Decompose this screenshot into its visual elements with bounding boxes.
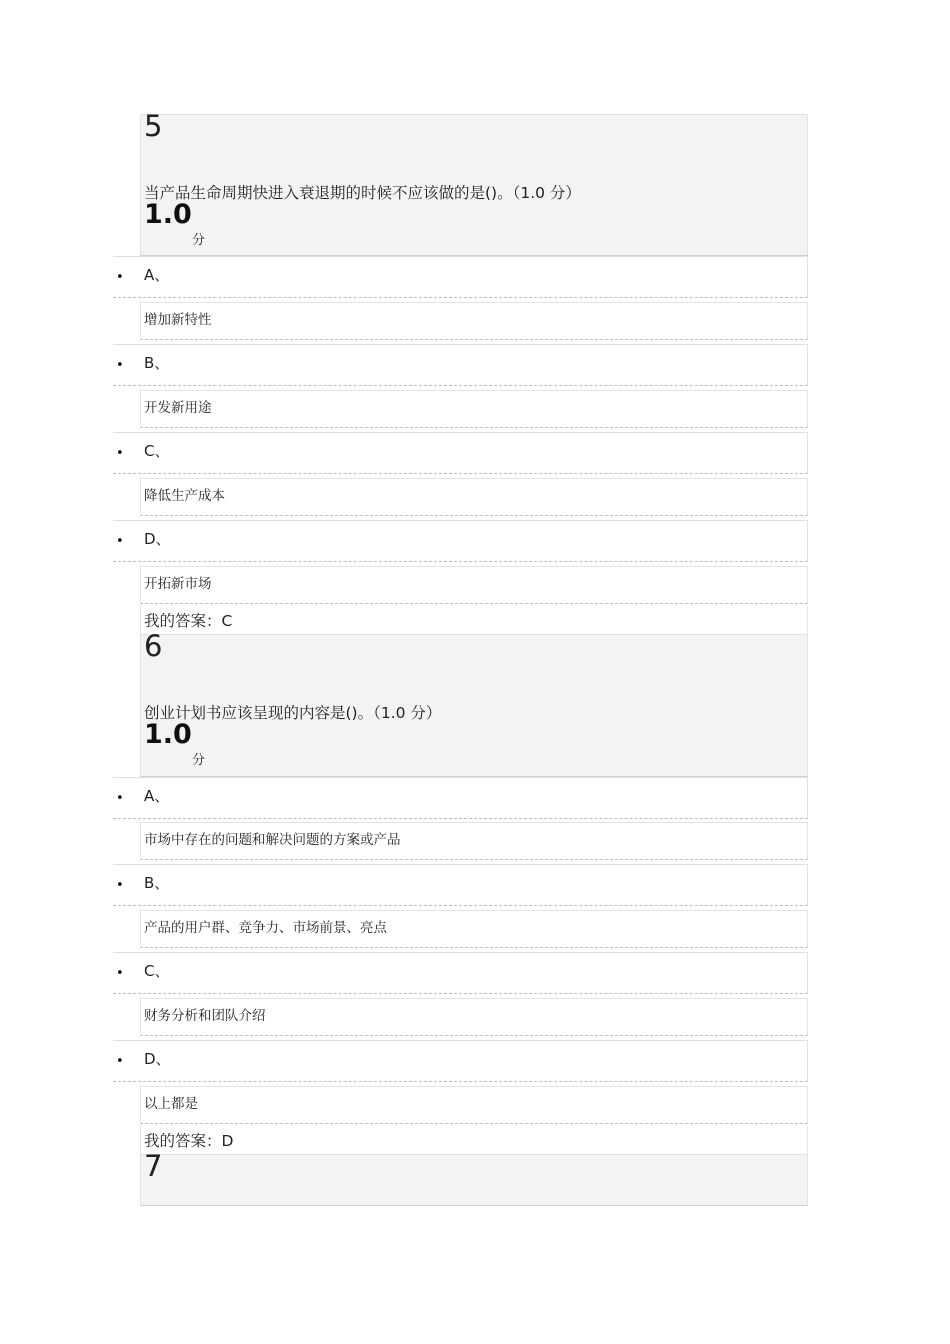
bullet: • <box>116 446 124 461</box>
option-text-d <box>140 566 808 604</box>
option-text: 开拓新市场 <box>144 576 212 592</box>
option-row-a <box>113 256 808 298</box>
question-number: 7 <box>144 1149 163 1183</box>
bullet: • <box>116 534 124 549</box>
bullet: • <box>116 270 124 285</box>
question-score: 1.0 <box>144 719 192 750</box>
option-text: 产品的用户群、竞争力、市场前景、亮点 <box>144 920 387 936</box>
question-header <box>140 1149 808 1206</box>
question-stem: 创业计划书应该呈现的内容是()。（1.0 分） <box>144 704 442 722</box>
my-answer <box>140 1126 808 1154</box>
question-header <box>140 109 808 256</box>
bullet: • <box>116 966 124 981</box>
option-letter: C、 <box>144 442 170 460</box>
question-header <box>140 629 808 777</box>
question-stem: 当产品生命周期快进入衰退期的时候不应该做的是()。（1.0 分） <box>144 184 581 202</box>
option-text-c <box>140 478 808 516</box>
bullet: • <box>116 358 124 373</box>
option-row-d <box>113 1040 808 1082</box>
option-text-c <box>140 998 808 1036</box>
option-text: 开发新用途 <box>144 400 212 416</box>
option-letter: D、 <box>144 530 171 548</box>
option-letter: A、 <box>144 266 170 284</box>
option-text-b <box>140 390 808 428</box>
option-letter: C、 <box>144 962 170 980</box>
option-text: 增加新特性 <box>144 312 212 328</box>
option-letter: D、 <box>144 1050 171 1068</box>
question-score-unit: 分 <box>192 233 206 248</box>
question-score: 1.0 <box>144 199 192 230</box>
my-answer-text: 我的答案：C <box>144 612 233 630</box>
option-row-b <box>113 864 808 906</box>
option-row-d <box>113 520 808 562</box>
my-answer-text: 我的答案：D <box>144 1132 234 1150</box>
option-text-b <box>140 910 808 948</box>
option-text-a <box>140 302 808 340</box>
option-row-a <box>113 777 808 819</box>
option-text: 以上都是 <box>144 1096 198 1112</box>
bullet: • <box>116 1054 124 1069</box>
option-text: 降低生产成本 <box>144 488 225 504</box>
option-row-c <box>113 952 808 994</box>
option-letter: B、 <box>144 354 170 372</box>
option-letter: B、 <box>144 874 170 892</box>
option-row-c <box>113 432 808 474</box>
option-letter: A、 <box>144 787 170 805</box>
option-text-d <box>140 1086 808 1124</box>
question-number: 6 <box>144 629 163 663</box>
question-score-unit: 分 <box>192 753 206 768</box>
bullet: • <box>116 791 124 806</box>
question-number: 5 <box>144 109 163 143</box>
option-text-a <box>140 822 808 860</box>
option-text: 财务分析和团队介绍 <box>144 1008 266 1024</box>
my-answer <box>140 606 808 634</box>
option-row-b <box>113 344 808 386</box>
bullet: • <box>116 878 124 893</box>
option-text: 市场中存在的问题和解决问题的方案或产品 <box>144 832 401 848</box>
